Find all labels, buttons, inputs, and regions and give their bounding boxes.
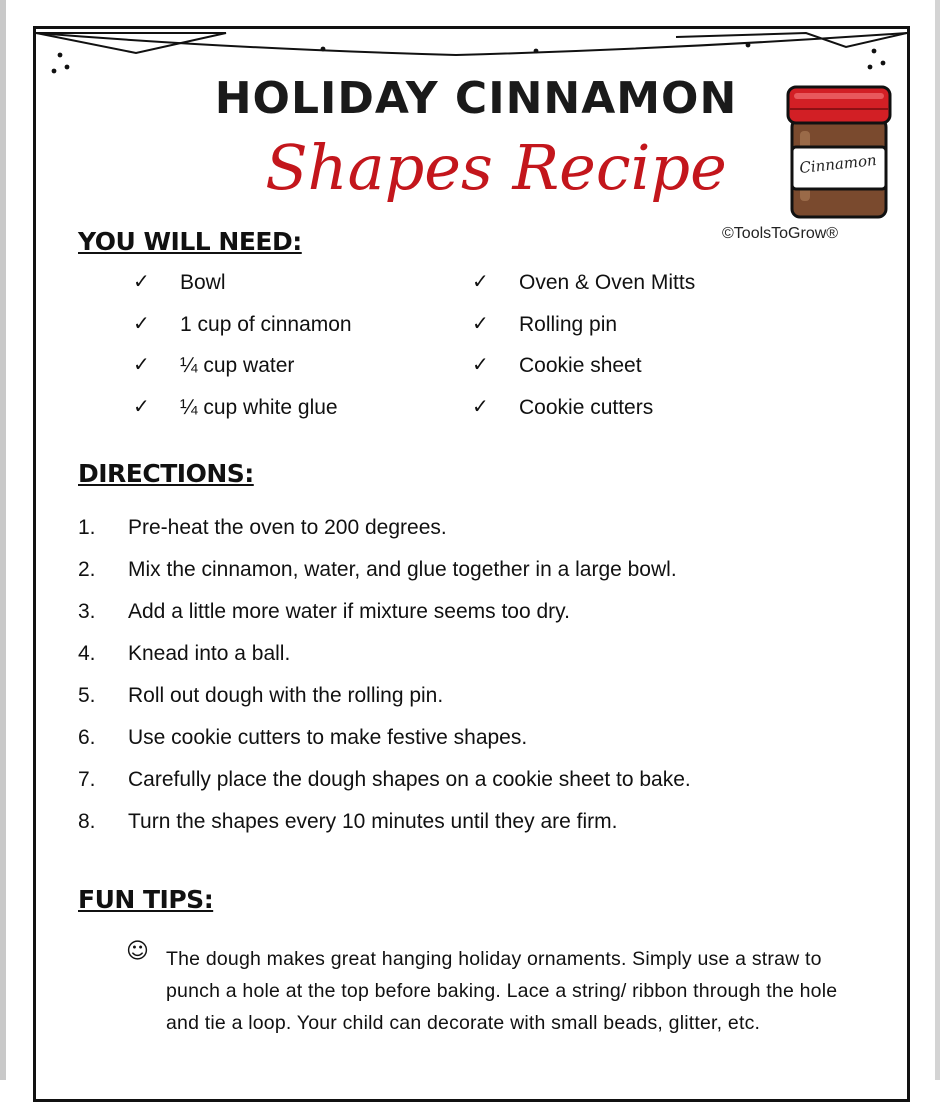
check-icon: ✓ [472, 394, 489, 418]
jar-label: Cinnamon [798, 151, 878, 177]
step-number: 8. [78, 810, 96, 833]
step-text: Roll out dough with the rolling pin. [128, 684, 444, 707]
step-number: 4. [78, 642, 96, 665]
step-text: Turn the shapes every 10 minutes until they are firm. [128, 810, 618, 833]
recipe-page [33, 26, 910, 1102]
check-icon: ✓ [472, 311, 489, 335]
need-item-label: Cookie cutters [519, 396, 654, 419]
title-line-2: Shapes Recipe [265, 131, 727, 204]
directions-heading: DIRECTIONS: [78, 459, 254, 488]
step-number: 5. [78, 684, 96, 707]
step-text: Carefully place the dough shapes on a cookie sheet to bake. [128, 768, 691, 791]
viewer-edge-right [935, 0, 940, 1080]
check-icon: ✓ [472, 269, 489, 293]
fun-tips-heading: FUN TIPS: [78, 885, 214, 914]
check-icon: ✓ [133, 394, 150, 418]
need-item-label: ¼ cup white glue [180, 396, 338, 419]
you-will-need-heading: YOU WILL NEED: [78, 227, 302, 256]
check-icon: ✓ [133, 311, 150, 335]
step-number: 3. [78, 600, 96, 623]
step-text: Mix the cinnamon, water, and glue together in a large bowl. [128, 558, 677, 581]
title-line-1: HOLIDAY CINNAMON [214, 73, 738, 124]
check-icon: ✓ [133, 352, 150, 376]
need-item-label: Oven & Oven Mitts [519, 271, 696, 294]
step-text: Add a little more water if mixture seems too dry. [128, 600, 570, 623]
smiley-icon: ☺ [126, 939, 149, 964]
check-icon: ✓ [133, 269, 150, 293]
need-item-label: Rolling pin [519, 313, 618, 336]
check-icon: ✓ [472, 352, 489, 376]
step-text: Pre-heat the oven to 200 degrees. [128, 516, 447, 539]
step-number: 2. [78, 558, 96, 581]
step-text: Knead into a ball. [128, 642, 291, 665]
step-text: Use cookie cutters to make festive shapes. [128, 726, 528, 749]
viewer-edge-left [0, 0, 6, 1080]
need-item-label: 1 cup of cinnamon [180, 313, 352, 336]
copyright-text: ©ToolsToGrow® [722, 225, 839, 242]
step-number: 1. [78, 516, 96, 539]
need-item-label: ¼ cup water [180, 354, 295, 377]
tip-text: The dough makes great hanging holiday ornaments. Simply use a straw to punch a hole at the top before baking. Lace a string/ ribbon through the hole and tie a loop. Your child can decorate with small beads, glitter, etc. [166, 948, 838, 1034]
need-item-label: Cookie sheet [519, 354, 642, 377]
step-number: 7. [78, 768, 96, 791]
step-number: 6. [78, 726, 96, 749]
need-item-label: Bowl [180, 271, 226, 294]
